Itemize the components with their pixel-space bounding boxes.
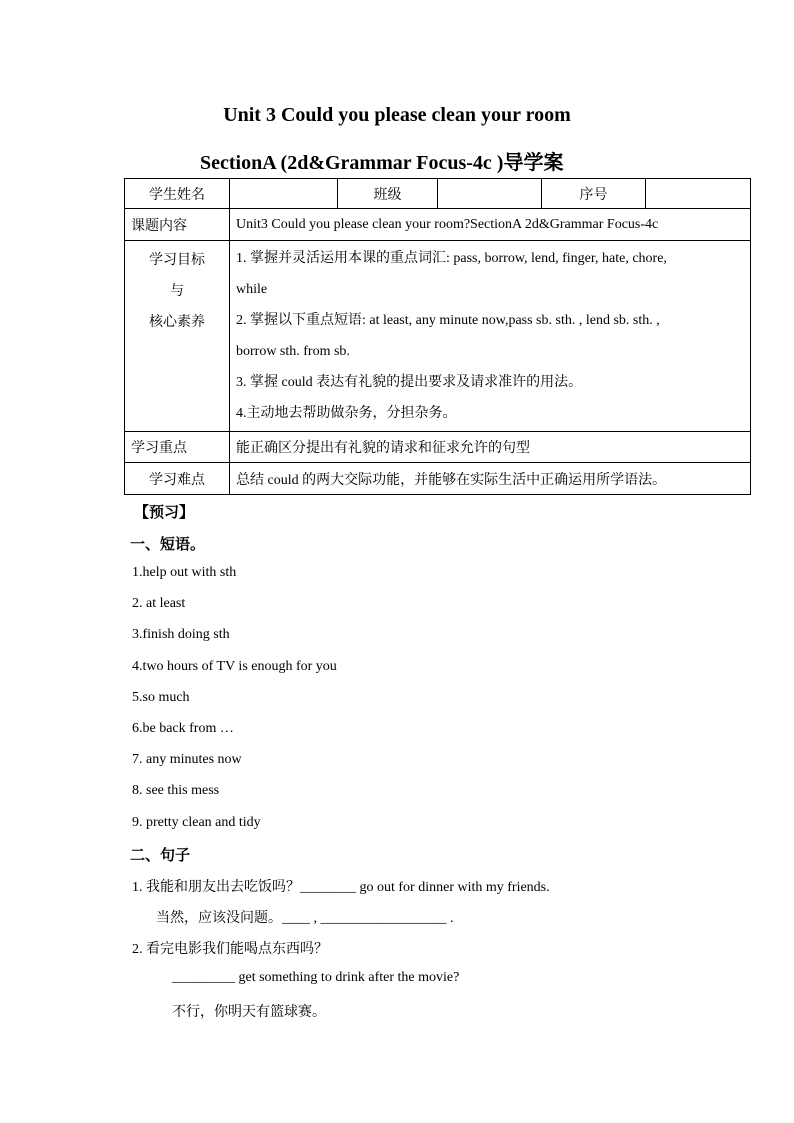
goals-list xyxy=(230,241,751,432)
list-item: 6.be back from … xyxy=(132,721,234,736)
difficulty-value: 总结 could 的两大交际功能，并能够在实际生活中正确运用所学语法。 xyxy=(230,463,751,495)
preview-heading: 【预习】 xyxy=(134,505,195,521)
goals-label-line: 与 xyxy=(170,284,184,299)
table-row xyxy=(125,241,751,432)
class-field[interactable] xyxy=(438,179,542,209)
table-row xyxy=(125,463,751,495)
goal-line: 1. 掌握并灵活运用本课的重点词汇: pass, borrow, lend, finger, hate, chore, xyxy=(236,251,667,266)
goal-line: 3. 掌握 could 表达有礼貌的提出要求及请求准许的用法。 xyxy=(236,375,583,390)
list-item: 7. any minutes now xyxy=(132,752,242,767)
goal-line: 2. 掌握以下重点短语: at least, any minute now,pass sb. sth. , lend sb. sth. , xyxy=(236,313,660,328)
goals-label-line: 核心素养 xyxy=(149,315,205,330)
sentences-heading: 二、句子 xyxy=(130,848,191,864)
goal-line: while xyxy=(236,282,268,297)
list-item: 8. see this mess xyxy=(132,783,220,798)
goal-line: 4.主动地去帮助做杂务，分担杂务。 xyxy=(236,406,457,421)
goals-label-line: 学习目标 xyxy=(149,253,205,268)
topic-label: 课题内容 xyxy=(125,209,230,241)
key-value: 能正确区分提出有礼貌的请求和征求允许的句型 xyxy=(230,432,751,463)
table-row xyxy=(125,179,751,209)
sentence-2: 2. 看完电影我们能喝点东西吗？ xyxy=(132,942,328,957)
list-item: 9. pretty clean and tidy xyxy=(132,815,261,830)
sentence-2-english: _________ get something to drink after the movie? xyxy=(172,970,460,985)
student-name-field[interactable] xyxy=(230,179,338,209)
number-field[interactable] xyxy=(646,179,751,209)
key-label: 学习重点 xyxy=(125,432,230,463)
info-table xyxy=(124,178,751,495)
list-item: 4.two hours of TV is enough for you xyxy=(132,659,337,674)
table-row xyxy=(125,432,751,463)
difficulty-label: 学习难点 xyxy=(125,463,230,495)
number-label: 序号 xyxy=(542,179,646,209)
phrases-heading: 一、短语。 xyxy=(130,537,206,553)
sentence-2-answer: 不行，你明天有篮球赛。 xyxy=(172,1005,326,1020)
class-label: 班级 xyxy=(338,179,438,209)
table-row xyxy=(125,209,751,241)
list-item: 3.finish doing sth xyxy=(132,627,230,642)
goal-line: borrow sth. from sb. xyxy=(236,344,350,359)
list-item: 1.help out with sth xyxy=(132,565,237,580)
sentence-1: 1. 我能和朋友出去吃饭吗？________ go out for dinner with my friends. xyxy=(132,880,550,895)
goals-label xyxy=(125,241,230,432)
document-subtitle: SectionA (2d&Grammar Focus-4c )导学案 xyxy=(200,152,564,174)
list-item: 5.so much xyxy=(132,690,190,705)
sentence-1-answer: 当然，应该没问题。____ , __________________ . xyxy=(156,911,454,926)
topic-value: Unit3 Could you please clean your room?SectionA 2d&Grammar Focus-4c xyxy=(230,209,751,241)
document-title: Unit 3 Could you please clean your room xyxy=(223,104,571,126)
list-item: 2. at least xyxy=(132,596,186,611)
student-name-label: 学生姓名 xyxy=(125,179,230,209)
